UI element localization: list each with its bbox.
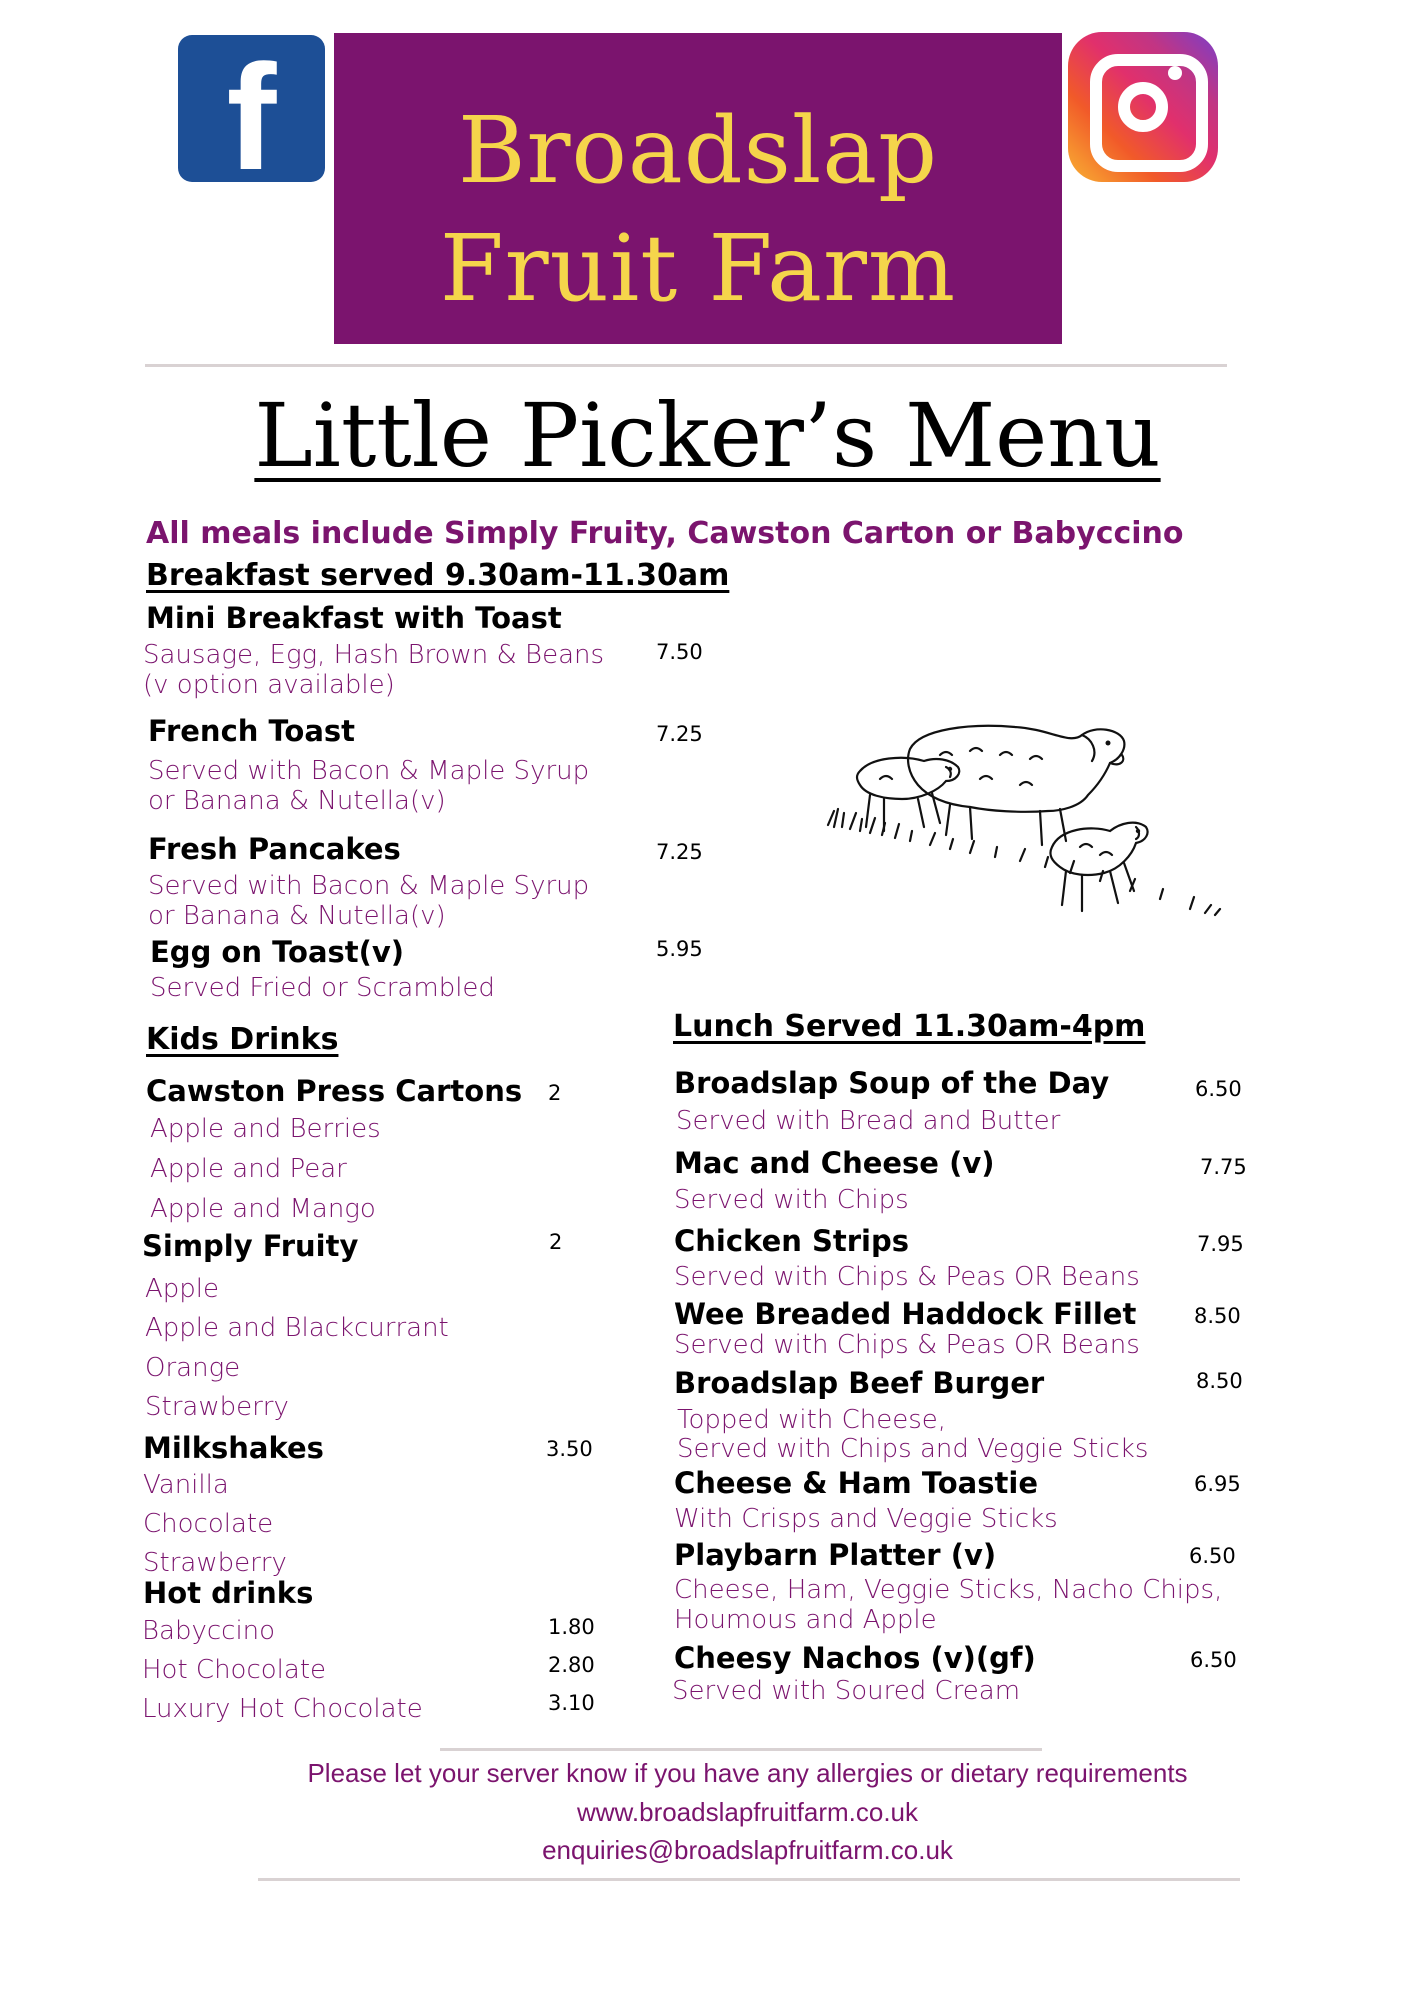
farm-name-line1: Broadslap <box>457 97 939 204</box>
lunch-item-price: 8.50 <box>1194 1304 1241 1328</box>
drinks-heading: Kids Drinks <box>146 1022 339 1057</box>
hot-drink-name: Hot Chocolate <box>142 1655 327 1685</box>
drink-group-price: 3.50 <box>546 1437 593 1461</box>
lunch-item-price: 7.75 <box>1200 1155 1247 1179</box>
lunch-item-price: 7.95 <box>1197 1232 1244 1256</box>
drink-group-price: 2 <box>548 1081 562 1105</box>
lunch-item-desc: Cheese, Ham, Veggie Sticks, Nacho Chips, <box>674 1575 1223 1605</box>
lunch-item-desc: Served with Chips & Peas OR Beans <box>674 1330 1140 1360</box>
allergy-note: Please let your server know if you have any allergies or dietary requirements <box>307 1758 1188 1788</box>
lunch-heading: Lunch Served 11.30am-4pm <box>673 1009 1146 1044</box>
breakfast-item-name: Mini Breakfast with Toast <box>146 601 562 635</box>
lunch-item-name: Wee Breaded Haddock Fillet <box>674 1297 1137 1331</box>
drink-group-name: Cawston Press Cartons <box>146 1074 523 1108</box>
drink-group-price: 2 <box>549 1230 563 1254</box>
breakfast-item-desc: (v option available) <box>143 670 395 700</box>
breakfast-item-desc: Served with Bacon & Maple Syrup <box>148 756 590 786</box>
drink-option: Chocolate <box>143 1509 274 1539</box>
lunch-item-name: Cheese & Ham Toastie <box>674 1466 1038 1500</box>
facebook-glyph: f <box>226 33 277 201</box>
breakfast-item-price: 5.95 <box>656 937 703 961</box>
lunch-item-name: Mac and Cheese (v) <box>674 1146 995 1180</box>
breakfast-item-desc: Served with Bacon & Maple Syrup <box>148 871 590 901</box>
divider <box>258 1878 1240 1881</box>
drink-option: Vanilla <box>143 1470 229 1500</box>
hot-drink-price: 1.80 <box>548 1615 595 1639</box>
instagram-icon[interactable] <box>1068 32 1218 182</box>
breakfast-item-price: 7.25 <box>656 722 703 746</box>
drink-option: Strawberry <box>145 1392 289 1422</box>
lunch-item-name: Playbarn Platter (v) <box>674 1538 997 1572</box>
sheep-illustration <box>820 715 1240 935</box>
drink-group-name: Milkshakes <box>143 1431 324 1465</box>
lunch-item-desc: Topped with Cheese, <box>677 1405 947 1435</box>
lunch-item-desc: Served with Chips and Veggie Sticks <box>677 1434 1149 1464</box>
website-link[interactable]: www.broadslapfruitfarm.co.uk <box>576 1797 919 1827</box>
drink-option: Strawberry <box>143 1548 287 1578</box>
lunch-item-desc: With Crisps and Veggie Sticks <box>674 1504 1058 1534</box>
lunch-item-price: 8.50 <box>1196 1369 1243 1393</box>
drink-option: Apple and Berries <box>150 1114 381 1144</box>
facebook-icon[interactable] <box>178 33 325 201</box>
breakfast-item-desc: Sausage, Egg, Hash Brown & Beans <box>143 640 605 670</box>
title-banner <box>334 33 1062 344</box>
lunch-item-price: 6.95 <box>1194 1472 1241 1496</box>
breakfast-item-desc: or Banana & Nutella(v) <box>148 901 446 931</box>
menu-title: Little Picker’s Menu <box>254 384 1161 487</box>
breakfast-heading: Breakfast served 9.30am-11.30am <box>146 558 730 593</box>
drink-option: Apple and Pear <box>150 1154 347 1184</box>
lunch-item-name: Broadslap Beef Burger <box>674 1366 1045 1400</box>
lunch-item-desc: Served with Soured Cream <box>672 1676 1021 1706</box>
divider <box>145 364 1227 367</box>
lunch-item-desc: Served with Bread and Butter <box>676 1106 1061 1136</box>
drink-option: Apple and Blackcurrant <box>145 1313 449 1343</box>
hot-drink-price: 3.10 <box>548 1691 595 1715</box>
lunch-item-name: Broadslap Soup of the Day <box>674 1066 1110 1100</box>
email-link[interactable]: enquiries@broadslapfruitfarm.co.uk <box>542 1835 953 1865</box>
breakfast-item-desc: or Banana & Nutella(v) <box>148 786 446 816</box>
breakfast-item-price: 7.25 <box>656 840 703 864</box>
hot-drink-name: Luxury Hot Chocolate <box>142 1694 423 1724</box>
lunch-item-price: 6.50 <box>1190 1648 1237 1672</box>
divider <box>440 1748 1042 1751</box>
hot-drink-name: Babyccino <box>142 1616 276 1646</box>
breakfast-item-price: 7.50 <box>656 640 703 664</box>
breakfast-item-name: Fresh Pancakes <box>148 832 401 866</box>
lunch-item-price: 6.50 <box>1195 1077 1242 1101</box>
farm-name-line2: Fruit Farm <box>439 215 957 322</box>
lunch-item-price: 6.50 <box>1189 1544 1236 1568</box>
drink-option: Orange <box>145 1353 241 1383</box>
drink-option: Apple and Mango <box>150 1194 376 1224</box>
lunch-item-desc: Served with Chips <box>674 1185 909 1215</box>
breakfast-item-name: Egg on Toast(v) <box>150 935 405 969</box>
hot-drinks-heading: Hot drinks <box>143 1576 314 1610</box>
breakfast-item-name: French Toast <box>148 714 356 748</box>
tagline: All meals include Simply Fruity, Cawston Carton or Babyccino <box>146 516 1184 551</box>
lunch-item-name: Cheesy Nachos (v)(gf) <box>674 1641 1036 1675</box>
drink-group-name: Simply Fruity <box>142 1229 359 1263</box>
hot-drink-price: 2.80 <box>548 1653 595 1677</box>
breakfast-item-desc: Served Fried or Scrambled <box>150 973 495 1003</box>
lunch-item-desc: Served with Chips & Peas OR Beans <box>674 1262 1140 1292</box>
drink-option: Apple <box>145 1274 220 1304</box>
lunch-item-name: Chicken Strips <box>674 1224 909 1258</box>
lunch-item-desc: Houmous and Apple <box>674 1605 937 1635</box>
